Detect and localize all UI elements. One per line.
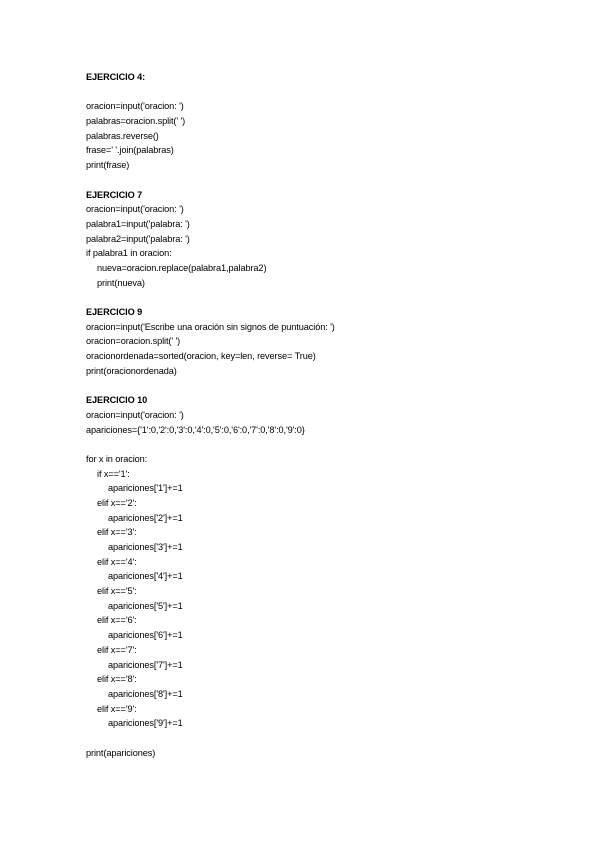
code-line: frase=' '.join(palabras) <box>86 145 174 156</box>
code-line: elif x=='3': <box>97 527 137 538</box>
code-line: apariciones['2']+=1 <box>108 512 183 523</box>
code-line: apariciones['5']+=1 <box>108 600 183 611</box>
code-line: if palabra1 in oracion: <box>86 248 172 259</box>
code-line: palabra1=input('palabra: ') <box>86 218 190 229</box>
code-line: palabras=oracion.split(' ') <box>86 116 186 127</box>
blank-line <box>86 290 566 305</box>
code-line: apariciones['3']+=1 <box>108 542 183 552</box>
code-line: print(frase) <box>86 160 130 171</box>
code-line: oracion=input('oracion: ') <box>86 409 184 420</box>
blank-line <box>86 378 566 393</box>
code-line: oracion=input('Escribe una oración sin signos de puntuación: ') <box>86 321 335 332</box>
code-line: nueva=oracion.replace(palabra1,palabra2) <box>97 262 267 273</box>
exercise-10-heading: EJERCICIO 10 <box>86 395 148 406</box>
code-line: elif x=='2': <box>97 497 137 508</box>
code-line: apariciones={'1':0,'2':0,'3':0,'4':0,'5':0,'6':0,'7':0,'8':0,'9':0} <box>86 424 305 435</box>
code-line: elif x=='5': <box>97 586 137 597</box>
code-line: oracion=input('oracion: ') <box>86 204 184 215</box>
code-line: oracionordenada=sorted(oracion, key=len, reverse= True) <box>86 351 316 362</box>
code-line: elif x=='9': <box>97 703 137 714</box>
code-line: print(nueva) <box>97 277 145 288</box>
code-line: palabra2=input('palabra: ') <box>86 233 190 244</box>
code-line: apariciones['9']+=1 <box>108 718 183 729</box>
code-line: elif x=='8': <box>97 674 137 685</box>
code-line: apariciones['6']+=1 <box>108 630 183 641</box>
code-line: if x=='1': <box>97 468 130 479</box>
exercise-4-heading: EJERCICIO 4: <box>86 72 146 82</box>
code-line: apariciones['1']+=1 <box>108 483 183 494</box>
code-line: oracion=oracion.split(' ') <box>86 336 181 347</box>
code-line: elif x=='7': <box>97 644 137 655</box>
code-line: apariciones['8']+=1 <box>108 688 183 699</box>
code-line: for x in oracion: <box>86 453 148 464</box>
blank-line <box>86 85 566 100</box>
code-line: oracion=input('oracion: ') <box>86 101 184 112</box>
code-line: apariciones['4']+=1 <box>108 571 183 582</box>
code-line: print(apariciones) <box>86 747 156 758</box>
blank-line <box>86 437 566 452</box>
code-line: palabras.reverse() <box>86 130 159 141</box>
code-line: elif x=='6': <box>97 615 137 626</box>
code-line: elif x=='4': <box>97 556 137 567</box>
code-line: apariciones['7']+=1 <box>108 659 183 670</box>
exercise-7-heading: EJERCICIO 7 <box>86 189 143 200</box>
code-line: print(oracionordenada) <box>86 365 177 376</box>
blank-line <box>86 173 566 188</box>
document-content <box>86 70 566 760</box>
exercise-9-heading: EJERCICIO 9 <box>86 307 143 317</box>
blank-line <box>86 731 566 746</box>
